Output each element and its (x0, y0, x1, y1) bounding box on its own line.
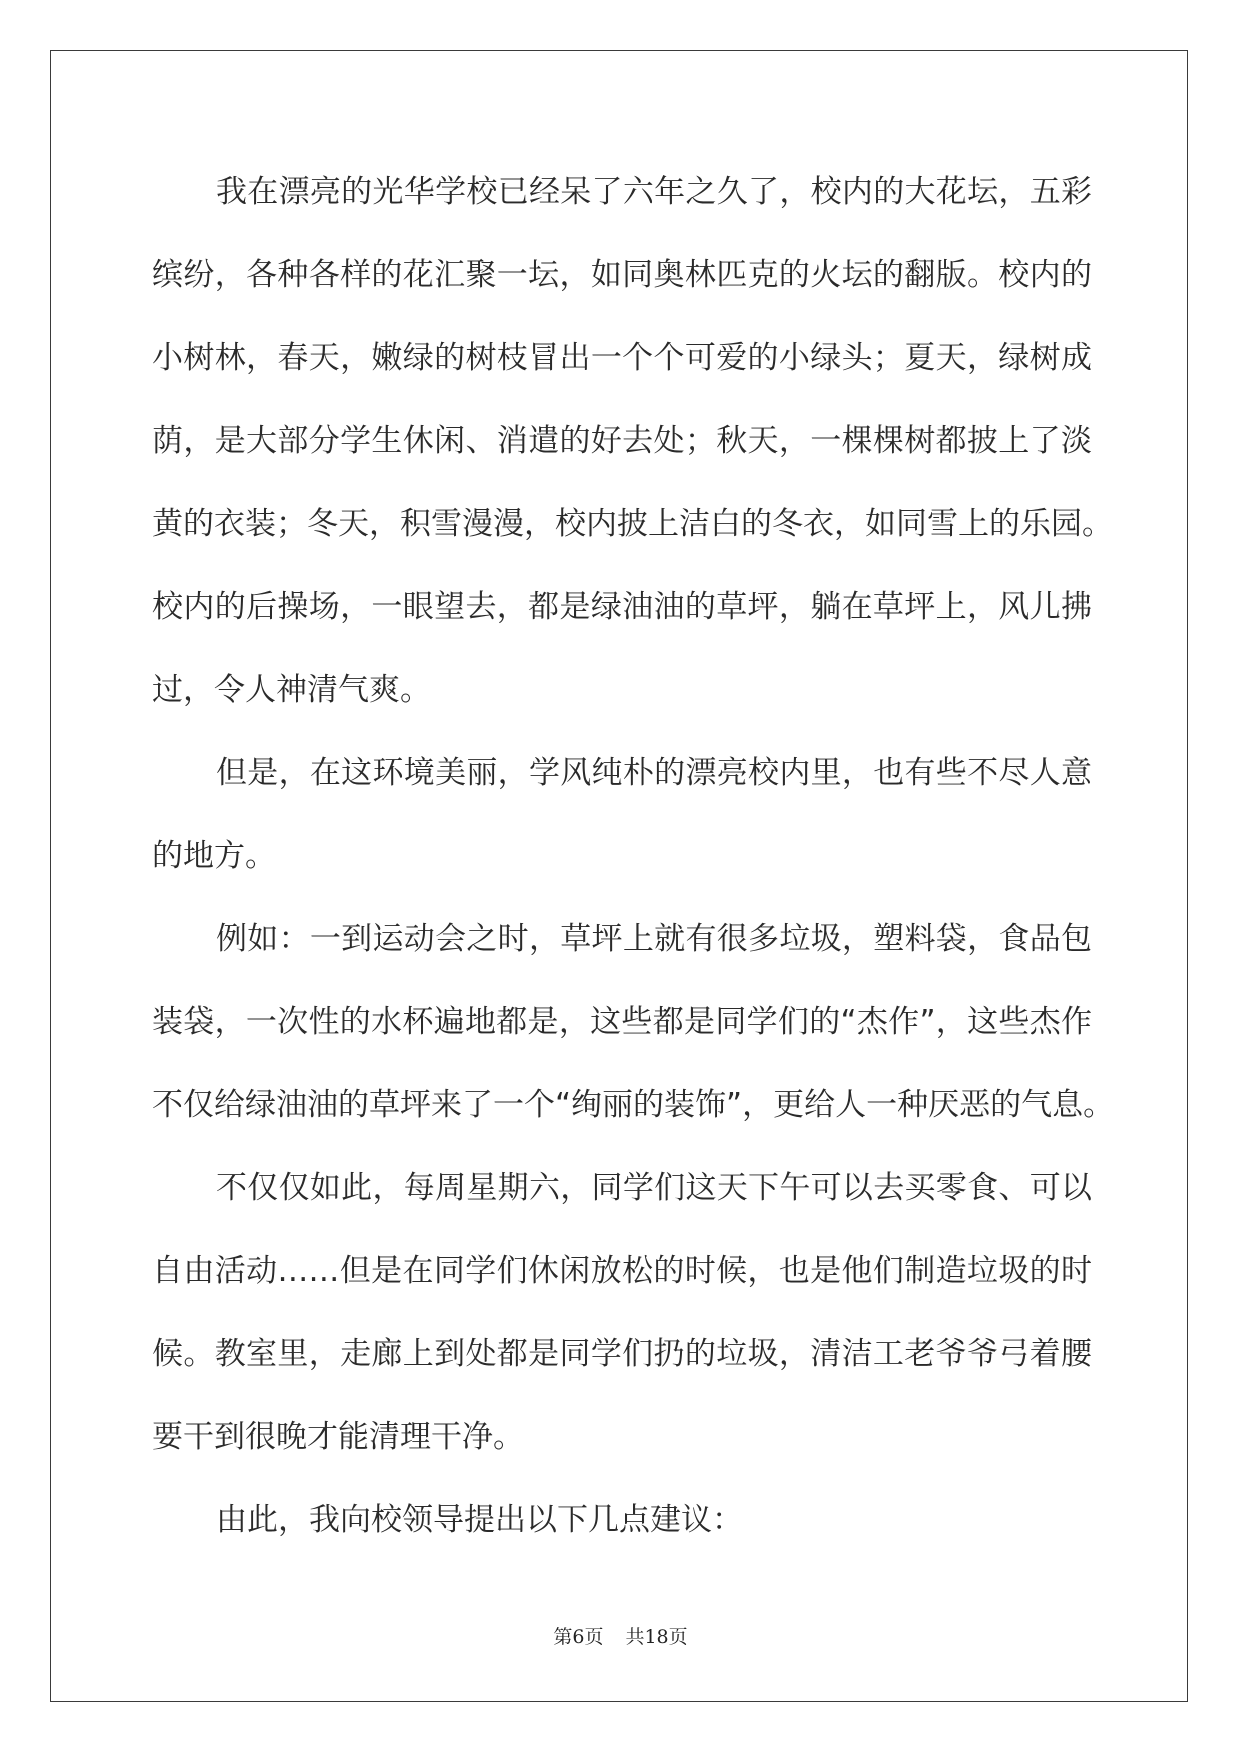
paragraph-4-line-2: 自由活动……但是在同学们休闲放松的时候，也是他们制造垃圾的时 (152, 1253, 1092, 1289)
paragraph-1-line-3: 小树林，春天，嫩绿的树枝冒出一个个可爱的小绿头；夏天，绿树成 (152, 340, 1092, 376)
paragraph-1-line-1: 我在漂亮的光华学校已经呆了六年之久了，校内的大花坛，五彩 (216, 174, 1092, 210)
page-footer (0, 1622, 1241, 1649)
paragraph-4-line-1: 不仅仅如此，每周星期六，同学们这天下午可以去买零食、可以 (216, 1170, 1092, 1206)
paragraph-3-line-3: 不仅给绿油油的草坪来了一个“绚丽的装饰”，更给人一种厌恶的气息。 (152, 1087, 1115, 1123)
paragraph-1-line-6: 校内的后操场，一眼望去，都是绿油油的草坪，躺在草坪上，风儿拂 (152, 589, 1092, 625)
page-number-total: 共18页 (625, 1626, 688, 1648)
document-body (152, 151, 1115, 1562)
paragraph-4-line-3: 候。教室里，走廊上到处都是同学们扔的垃圾，清洁工老爷爷弓着腰 (152, 1336, 1092, 1372)
paragraph-2-line-1: 但是，在这环境美丽，学风纯朴的漂亮校内里，也有些不尽人意 (216, 755, 1092, 791)
paragraph-5-line-1: 由此，我向校领导提出以下几点建议： (216, 1502, 743, 1538)
paragraph-2-line-2: 的地方。 (152, 838, 276, 874)
paragraph-1-line-5: 黄的衣装；冬天，积雪漫漫，校内披上洁白的冬衣，如同雪上的乐园。 (152, 506, 1113, 542)
paragraph-1-line-7: 过，令人神清气爽。 (152, 672, 431, 708)
paragraph-3-line-2: 装袋，一次性的水杯遍地都是，这些都是同学们的“杰作”，这些杰作 (152, 1004, 1092, 1040)
paragraph-3-line-1: 例如：一到运动会之时，草坪上就有很多垃圾，塑料袋，食品包 (216, 921, 1092, 957)
paragraph-1-line-2: 缤纷，各种各样的花汇聚一坛，如同奥林匹克的火坛的翻版。校内的 (152, 257, 1092, 293)
paragraph-1-line-4: 荫，是大部分学生休闲、消遣的好去处；秋天，一棵棵树都披上了淡 (152, 423, 1092, 459)
page-number-current: 第6页 (553, 1626, 604, 1648)
paragraph-4-line-4: 要干到很晚才能清理干净。 (152, 1419, 524, 1455)
